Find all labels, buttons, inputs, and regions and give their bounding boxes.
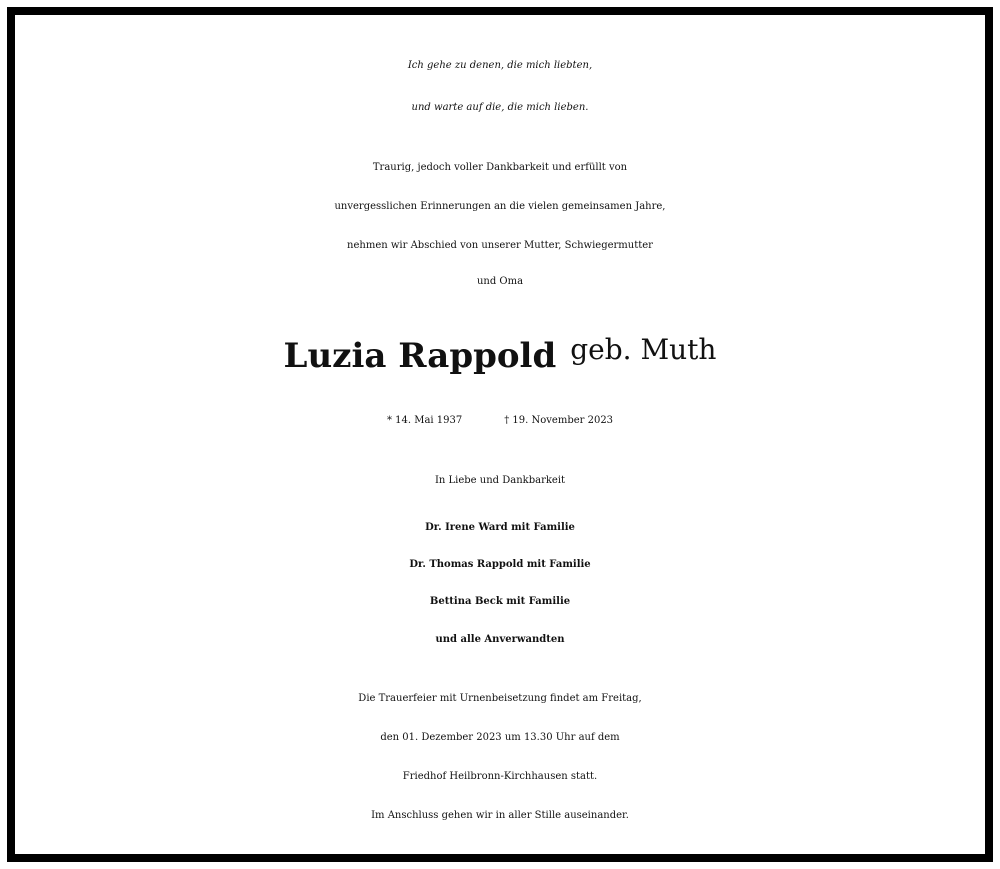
- deceased-name-row: [15, 315, 985, 391]
- birth-date: * 14. Mai 1937: [386, 415, 463, 426]
- intro-line-3: nehmen wir Abschied von unserer Mutter, Schwiegermutter: [347, 240, 653, 251]
- life-dates: [15, 403, 985, 439]
- motto-line-1: Ich gehe zu denen, die mich liebten,: [407, 60, 593, 71]
- intro-line-1: Traurig, jedoch voller Dankbarkeit und erfüllt von: [372, 162, 628, 173]
- obituary-frame: [7, 7, 993, 862]
- mourners-heading: In Liebe und Dankbarkeit: [434, 475, 566, 486]
- motto-line-2: und warte auf die, die mich lieben.: [411, 102, 589, 113]
- mourner-name: Dr. Irene Ward mit Familie: [425, 522, 575, 533]
- deceased-name: Luzia Rappold: [283, 336, 557, 376]
- ceremony-line-4: Im Anschluss gehen wir in aller Stille auseinander.: [371, 810, 629, 821]
- mourner-name: und alle Anverwandten: [435, 634, 565, 645]
- mourner-name: Bettina Beck mit Familie: [429, 596, 571, 607]
- ceremony-line-3: Friedhof Heilbronn-Kirchhausen statt.: [402, 771, 598, 782]
- ceremony-line-2: den 01. Dezember 2023 um 13.30 Uhr auf dem: [380, 732, 620, 743]
- deceased-birth-name: geb. Muth: [570, 333, 717, 366]
- death-date: † 19. November 2023: [504, 415, 614, 426]
- intro-line-2: unvergesslichen Erinnerungen an die vielen gemeinsamen Jahre,: [334, 201, 666, 212]
- mourner-name: Dr. Thomas Rappold mit Familie: [409, 559, 591, 570]
- ceremony-line-1: Die Trauerfeier mit Urnenbeisetzung findet am Freitag,: [358, 693, 642, 704]
- intro-line-4: und Oma: [476, 276, 524, 287]
